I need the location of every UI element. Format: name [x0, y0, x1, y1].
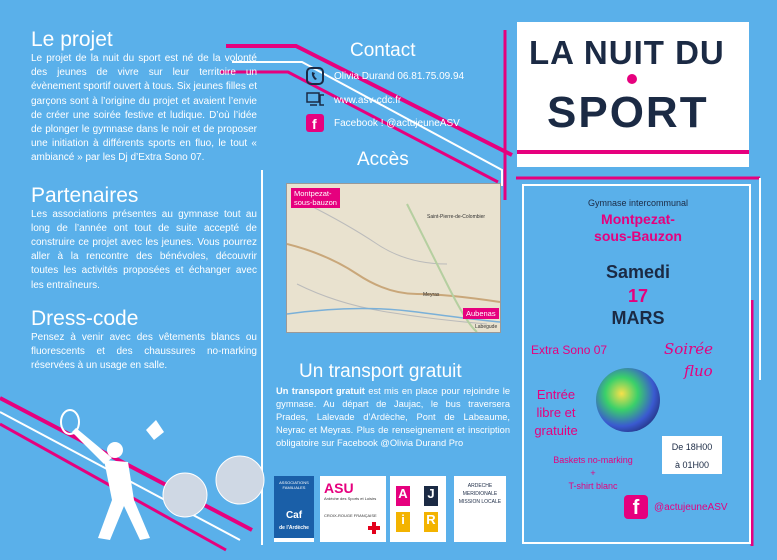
facebook-icon: [306, 114, 324, 132]
venue-line3: sous-Bauzon: [594, 228, 682, 244]
caf-top: ASSOCIATIONS FAMILIALES: [274, 476, 314, 510]
dress-line1: Baskets no-marking: [553, 455, 633, 465]
venue-line2: Montpezat-: [601, 211, 675, 227]
projet-title: Le projet: [31, 28, 113, 51]
map-town-1: Saint-Pierre-de-Colombier: [427, 214, 486, 220]
croix-rouge-label: CROIX-ROUGE FRANÇAISE: [324, 513, 377, 518]
event-day: Samedi: [605, 262, 671, 282]
computer-icon: [306, 91, 324, 109]
projet-text: Le projet de la nuit du sport est né de la volonté des jeunes de vivre sur leur territoire un évènement sportif ouvert à tous. Six jeunes filles et garçons sont à l’origine du projet et avaient l’envie de créer une soirée festive et ludique. D’où l’idée de plonger le gymnase dans le noir et de proposer une initiation à différents sports en fluo, le tout « ambiancé » par les Dj d’Extra Sono 07.: [31, 53, 257, 164]
title-line2: SPORT: [547, 88, 709, 137]
event-month: MARS: [611, 308, 665, 328]
event-facebook[interactable]: @actujeuneASV: [654, 502, 728, 513]
aj-letter-j: J: [424, 486, 438, 506]
contact-facebook[interactable]: Facebook ! @actujeuneASV: [334, 117, 460, 129]
time-end: à 01H00: [674, 460, 710, 470]
event-date: 17: [627, 286, 649, 306]
dresscode-title: Dress-code: [31, 306, 139, 330]
contact-facebook-row: [306, 113, 460, 133]
title-dot-icon: [627, 74, 637, 84]
caf-label: Caf de l'Ardèche: [274, 510, 314, 538]
phone-icon: [306, 67, 324, 85]
transport-title: Un transport gratuit: [299, 361, 462, 382]
partenaires-title: Partenaires: [31, 183, 139, 207]
red-cross-icon: [368, 522, 380, 534]
soiree-label-1: Soirée: [664, 340, 714, 358]
contact-web[interactable]: www.asv-cdc.fr: [334, 94, 402, 106]
entree-line2: libre et: [536, 405, 576, 420]
title-box: [517, 22, 749, 167]
facebook-icon[interactable]: f: [624, 495, 648, 519]
entree-line1: Entrée: [536, 387, 576, 402]
logo-mission-locale: [454, 476, 506, 542]
contact-phone[interactable]: Olivia Durand 06.81.75.09.94: [334, 70, 465, 82]
svg-text:f: f: [312, 116, 317, 132]
title-line1: LA NUIT DU: [529, 34, 725, 71]
entree-line3: gratuite: [534, 423, 578, 438]
transport-lead: Un transport gratuit: [276, 386, 365, 396]
asu-sub: Ardèche des Sports et Loisirs: [324, 496, 377, 501]
dress-plus: +: [590, 468, 596, 478]
aj-letter-r: R: [424, 512, 438, 532]
transport-text: [276, 385, 510, 450]
dress-line2: T-shirt blanc: [568, 481, 618, 491]
partenaires-text: Les associations présentes au gymnase tout au long de l’année ont tout de suite accepté de construire ce projet avec les jeunes. Vous pourrez aller à la rencontre des bénévoles, découvrir toutes les activités proposées et échanger avec les entraîneurs.: [31, 208, 257, 291]
contact-phone-row: [306, 66, 464, 86]
aj-letter-i: i: [396, 512, 410, 532]
asu-label: ASU: [324, 480, 354, 496]
title-underline: [517, 150, 749, 154]
map-town-2: Meyras: [423, 292, 440, 298]
logo-asu-croix-rouge: [320, 476, 386, 542]
venue-line1: Gymnase intercommunal: [587, 198, 689, 208]
contact-web-row: [306, 90, 401, 110]
dresscode-text: Pensez à venir avec des vêtements blancs ou fluorescents et des chaussures no-marking réservées à un usage en salle.: [31, 331, 257, 372]
mission-locale-label: ARDECHE MERIDIONALE MISSION LOCALE: [458, 483, 502, 505]
fluo-photo: [596, 368, 660, 432]
aj-letter-a: A: [396, 486, 410, 506]
dj-label: Extra Sono 07: [531, 343, 608, 357]
transport-body: est mis en place pour rejoindre le gymnase. Au départ de Jaujac, le bus traversera Prades, Lalevade d’Ardèche, Pont de Labeaume, Neyrac et Meyras. Plus de renseignement et inscription obligatoire sur Facebook @Olivia Durand Pro: [276, 386, 510, 448]
access-map[interactable]: [286, 183, 501, 333]
logo-caf: [274, 476, 314, 542]
map-town-3: Labegude: [475, 324, 498, 330]
contact-title: Contact: [350, 40, 416, 61]
time-start: De 18H00: [671, 442, 713, 452]
logo-aj: [390, 476, 446, 542]
map-label-montpezat: Montpezat- sous-bauzon: [291, 188, 340, 208]
acces-title: Accès: [357, 149, 409, 170]
soiree-label-2: fluo: [684, 362, 713, 380]
left-column: [31, 28, 257, 373]
map-label-aubenas: Aubenas: [463, 308, 499, 319]
